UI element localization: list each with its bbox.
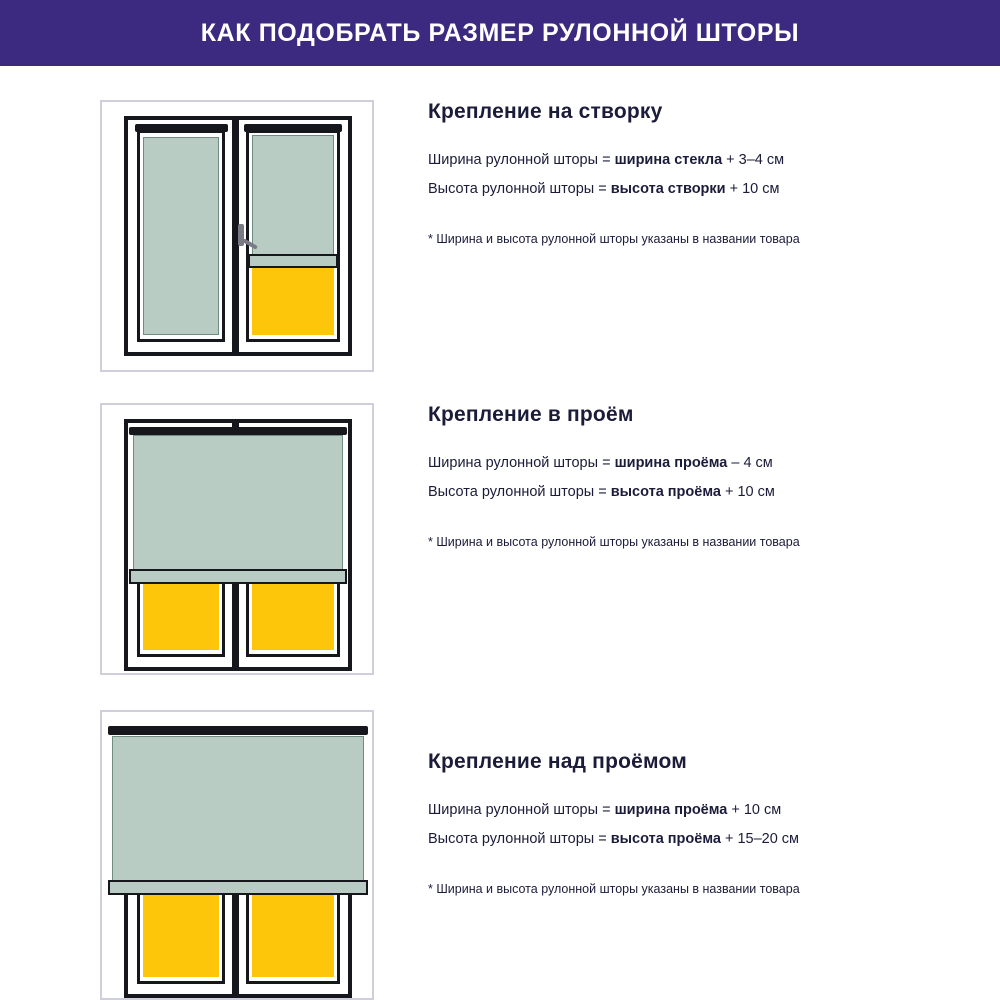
illustration-sash-mount	[100, 100, 374, 372]
blind-rod	[129, 427, 347, 435]
formula-width-suffix: + 10 см	[727, 802, 782, 818]
formula-width	[428, 152, 800, 168]
left-rod	[135, 124, 228, 132]
formula-width	[428, 802, 800, 818]
formula-height-suffix: + 10 см	[725, 181, 780, 197]
formula-width-prefix: Ширина рулонной шторы =	[428, 152, 615, 168]
section-sash-mount	[0, 100, 1000, 385]
section-title: Крепление в проём	[428, 403, 634, 426]
section-opening-mount	[0, 403, 1000, 688]
blind-fabric	[133, 435, 343, 573]
formula-height-bold: высота проёма	[610, 484, 721, 500]
formula-width-bold: ширина проёма	[614, 802, 728, 818]
formula-height-prefix: Высота рулонной шторы =	[428, 831, 611, 847]
formula-width-suffix: – 4 см	[727, 455, 773, 471]
illustration-above-opening-mount	[100, 710, 374, 1000]
formula-height	[428, 831, 800, 847]
formula-height-suffix: + 15–20 см	[720, 831, 800, 847]
section-note: * Ширина и высота рулонной шторы указаны в названии товара	[428, 232, 800, 246]
section-note: * Ширина и высота рулонной шторы указаны в названии товара	[428, 535, 800, 549]
formula-width	[428, 455, 800, 471]
formula-width-prefix: Ширина рулонной шторы =	[428, 802, 615, 818]
right-blind-fabric	[252, 135, 334, 257]
section-note: * Ширина и высота рулонной шторы указаны в названии товара	[428, 882, 800, 896]
section-above-opening-mount	[0, 710, 1000, 1000]
blind-fabric	[112, 736, 364, 884]
right-rod	[244, 124, 342, 132]
formula-height-bold: высота створки	[610, 181, 726, 197]
formula-height-prefix: Высота рулонной шторы =	[428, 484, 611, 500]
text-block-above-opening-mount	[428, 750, 800, 896]
page-title: КАК ПОДОБРАТЬ РАЗМЕР РУЛОННОЙ ШТОРЫ	[200, 18, 800, 47]
formula-height-suffix: + 10 см	[720, 484, 775, 500]
section-title: Крепление над проёмом	[428, 750, 687, 773]
header-banner	[0, 0, 1000, 66]
formula-height	[428, 484, 800, 500]
blind-rod	[108, 726, 368, 735]
formula-width-bold: ширина стекла	[614, 152, 723, 168]
formula-height-prefix: Высота рулонной шторы =	[428, 181, 611, 197]
blind-bottom-bar	[108, 880, 368, 895]
blind-bottom-bar	[129, 569, 347, 584]
formula-width-prefix: Ширина рулонной шторы =	[428, 455, 615, 471]
formula-height	[428, 181, 800, 197]
formula-width-suffix: + 3–4 см	[722, 152, 785, 168]
left-sash-glass	[143, 137, 219, 335]
section-title: Крепление на створку	[428, 100, 663, 123]
formula-width-bold: ширина проёма	[614, 455, 728, 471]
illustration-opening-mount	[100, 403, 374, 675]
right-blind-bottom-bar	[248, 254, 338, 268]
text-block-sash-mount	[428, 100, 800, 246]
text-block-opening-mount	[428, 403, 800, 549]
formula-height-bold: высота проёма	[610, 831, 721, 847]
